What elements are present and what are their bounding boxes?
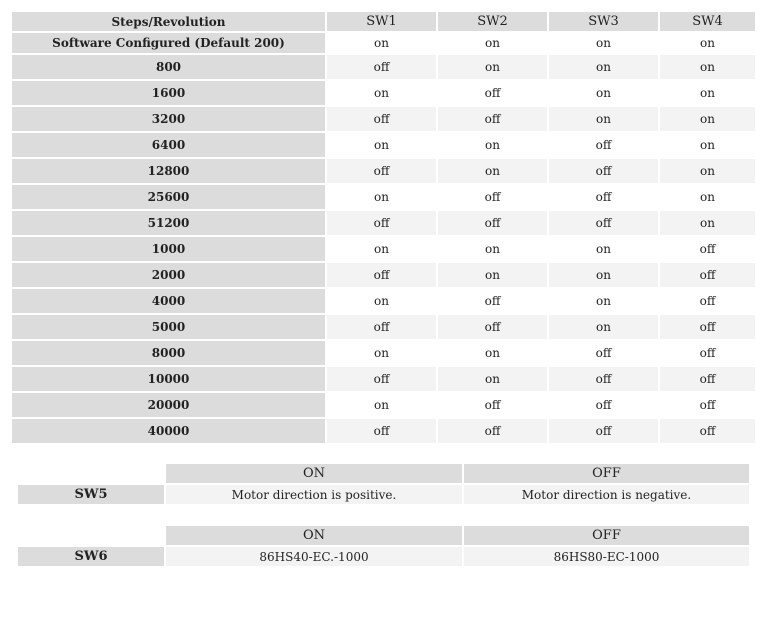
- sw4-state-cell: off: [660, 367, 755, 393]
- sw6-on-header: ON: [166, 526, 464, 547]
- sw2-state-cell: on: [438, 33, 549, 55]
- steps-value-cell: 8000: [12, 341, 327, 367]
- sw2-state-cell: on: [438, 237, 549, 263]
- sw1-state-cell: on: [327, 81, 438, 107]
- sw3-state-cell: on: [549, 81, 660, 107]
- table-row: [12, 211, 755, 237]
- sw3-state-cell: off: [549, 185, 660, 211]
- sw2-state-cell: off: [438, 393, 549, 419]
- sw1-header: SW1: [327, 12, 438, 33]
- sw4-state-cell: off: [660, 393, 755, 419]
- sw1-state-cell: on: [327, 133, 438, 159]
- sw2-state-cell: on: [438, 263, 549, 289]
- sw3-state-cell: on: [549, 263, 660, 289]
- sw1-state-cell: on: [327, 393, 438, 419]
- sw3-state-cell: on: [549, 33, 660, 55]
- sw3-state-cell: off: [549, 211, 660, 237]
- sw6-row: [18, 547, 749, 568]
- sw3-state-cell: off: [549, 367, 660, 393]
- sw1-state-cell: on: [327, 341, 438, 367]
- sw2-state-cell: on: [438, 133, 549, 159]
- steps-value-cell: 4000: [12, 289, 327, 315]
- steps-table-body: [12, 33, 755, 445]
- steps-value-cell: 51200: [12, 211, 327, 237]
- table-row: [12, 263, 755, 289]
- sw2-state-cell: off: [438, 315, 549, 341]
- sw1-state-cell: off: [327, 211, 438, 237]
- sw4-state-cell: off: [660, 419, 755, 445]
- sw2-state-cell: on: [438, 341, 549, 367]
- sw4-state-cell: on: [660, 159, 755, 185]
- sw1-state-cell: on: [327, 33, 438, 55]
- sw6-on-value: 86HS40-EC.-1000: [166, 547, 464, 568]
- steps-value-cell: 40000: [12, 419, 327, 445]
- sw1-state-cell: on: [327, 185, 438, 211]
- steps-value-cell: 10000: [12, 367, 327, 393]
- sw3-state-cell: off: [549, 419, 660, 445]
- sw4-state-cell: on: [660, 133, 755, 159]
- table-row: [12, 393, 755, 419]
- sw4-header: SW4: [660, 12, 755, 33]
- sw1-state-cell: off: [327, 107, 438, 133]
- sw5-corner-cell: [18, 464, 166, 485]
- table-row: [12, 341, 755, 367]
- sw6-header-row: [18, 526, 749, 547]
- sw4-state-cell: on: [660, 55, 755, 81]
- steps-value-cell: 800: [12, 55, 327, 81]
- sw5-off-header: OFF: [464, 464, 749, 485]
- table-row: [12, 237, 755, 263]
- sw3-state-cell: on: [549, 289, 660, 315]
- sw1-state-cell: off: [327, 367, 438, 393]
- sw3-state-cell: off: [549, 393, 660, 419]
- sw2-state-cell: off: [438, 185, 549, 211]
- steps-revolution-header: Steps/Revolution: [12, 12, 327, 33]
- sw3-state-cell: on: [549, 107, 660, 133]
- sw2-state-cell: off: [438, 81, 549, 107]
- sw4-state-cell: off: [660, 289, 755, 315]
- sw6-corner-cell: [18, 526, 166, 547]
- sw2-state-cell: off: [438, 419, 549, 445]
- steps-value-cell: 6400: [12, 133, 327, 159]
- sw4-state-cell: on: [660, 211, 755, 237]
- sw1-state-cell: off: [327, 419, 438, 445]
- sw5-label: SW5: [18, 485, 166, 506]
- table-row: [12, 367, 755, 393]
- sw3-header: SW3: [549, 12, 660, 33]
- steps-value-cell: 5000: [12, 315, 327, 341]
- sw4-state-cell: off: [660, 315, 755, 341]
- table-row: [12, 81, 755, 107]
- table-row: [12, 33, 755, 55]
- sw6-off-header: OFF: [464, 526, 749, 547]
- sw2-state-cell: on: [438, 55, 549, 81]
- sw2-state-cell: off: [438, 289, 549, 315]
- table-row: [12, 159, 755, 185]
- sw3-state-cell: on: [549, 237, 660, 263]
- sw5-header-row: [18, 464, 749, 485]
- steps-table-header-row: [12, 12, 755, 33]
- sw6-table: [18, 526, 749, 568]
- steps-value-cell: 3200: [12, 107, 327, 133]
- sw5-on-value: Motor direction is positive.: [166, 485, 464, 506]
- sw4-state-cell: on: [660, 107, 755, 133]
- sw4-state-cell: off: [660, 263, 755, 289]
- sw2-header: SW2: [438, 12, 549, 33]
- sw5-off-value: Motor direction is negative.: [464, 485, 749, 506]
- steps-value-cell: 20000: [12, 393, 327, 419]
- sw4-state-cell: on: [660, 81, 755, 107]
- sw3-state-cell: on: [549, 315, 660, 341]
- sw2-state-cell: on: [438, 159, 549, 185]
- steps-value-cell: 1600: [12, 81, 327, 107]
- steps-value-cell: Software Configured (Default 200): [12, 33, 327, 55]
- sw5-on-header: ON: [166, 464, 464, 485]
- sw3-state-cell: off: [549, 159, 660, 185]
- table-row: [12, 107, 755, 133]
- sw2-state-cell: off: [438, 211, 549, 237]
- sw1-state-cell: on: [327, 237, 438, 263]
- table-row: [12, 419, 755, 445]
- sw4-state-cell: on: [660, 33, 755, 55]
- sw5-table: [18, 464, 749, 506]
- sw5-row: [18, 485, 749, 506]
- sw4-state-cell: on: [660, 185, 755, 211]
- sw6-label: SW6: [18, 547, 166, 568]
- sw3-state-cell: off: [549, 341, 660, 367]
- sw3-state-cell: on: [549, 55, 660, 81]
- sw4-state-cell: off: [660, 237, 755, 263]
- table-row: [12, 55, 755, 81]
- sw1-state-cell: off: [327, 55, 438, 81]
- steps-value-cell: 2000: [12, 263, 327, 289]
- steps-revolution-table: [12, 12, 755, 445]
- steps-value-cell: 25600: [12, 185, 327, 211]
- steps-value-cell: 1000: [12, 237, 327, 263]
- table-row: [12, 185, 755, 211]
- table-row: [12, 315, 755, 341]
- sw1-state-cell: off: [327, 263, 438, 289]
- table-row: [12, 289, 755, 315]
- sw1-state-cell: off: [327, 159, 438, 185]
- sw1-state-cell: off: [327, 315, 438, 341]
- sw1-state-cell: on: [327, 289, 438, 315]
- sw4-state-cell: off: [660, 341, 755, 367]
- sw2-state-cell: on: [438, 367, 549, 393]
- sw3-state-cell: off: [549, 133, 660, 159]
- sw6-off-value: 86HS80-EC-1000: [464, 547, 749, 568]
- table-row: [12, 133, 755, 159]
- sw2-state-cell: off: [438, 107, 549, 133]
- steps-value-cell: 12800: [12, 159, 327, 185]
